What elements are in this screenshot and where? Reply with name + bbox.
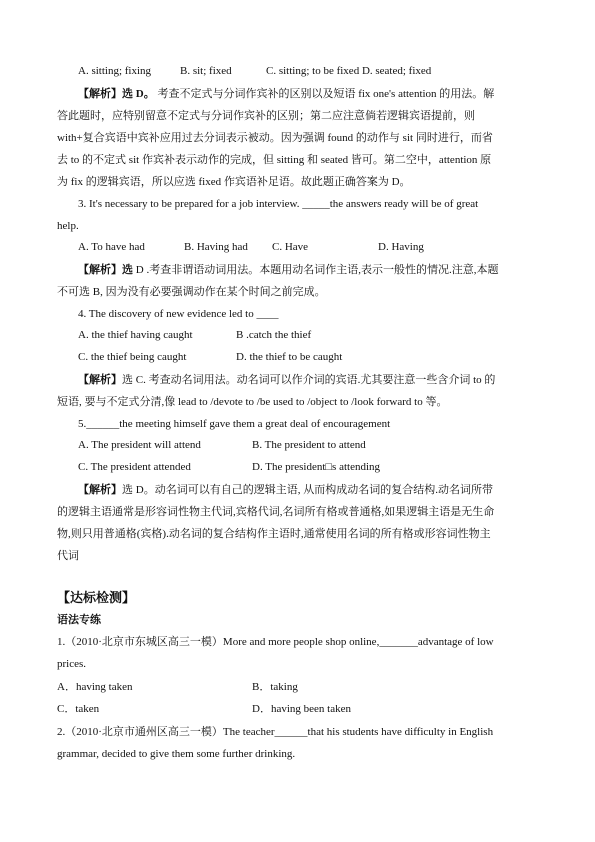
analysis-line — [78, 483, 493, 497]
option-a: A. To have had — [78, 241, 145, 253]
option-c: C．taken — [57, 703, 100, 715]
option-a: A. the thief having caught — [78, 329, 193, 341]
analysis-line: 代词 — [57, 550, 79, 562]
option-a: A. The president will attend — [78, 439, 201, 451]
analysis-text: D .考查非谓语动词用法。本题用动名词作主语,表示一般性的情况.注意,本题 — [133, 264, 499, 276]
analysis-line: 短语, 要与不定式分清,像 lead to /devote to /be used to /object to /look forward to 等。 — [57, 396, 448, 408]
analysis-text: 选 D。动名词可以有自己的逻辑主语, 从而构成动名词的复合结构.动名词所带 — [122, 484, 493, 496]
option-c-d: C. sitting; to be fixed D. seated; fixed — [266, 65, 432, 77]
analysis-line: 不可选 B, 因为没有必要强调动作在某个时间之前完成。 — [57, 286, 326, 298]
option-b: B．taking — [252, 681, 298, 693]
option-c: C. The president attended — [78, 461, 191, 473]
option-d: D．having been taken — [252, 703, 351, 715]
analysis-line: with+复合宾语中宾补应用过去分词表示被动。因为强调 found 的动作与 sit 同时进行，而省 — [57, 132, 493, 144]
question-stem: help. — [57, 220, 79, 232]
exercise-stem: 1.（2010·北京市东城区高三一模）More and more people shop online,_______advantage of low — [57, 636, 494, 648]
option-a: A. sitting; fixing — [78, 65, 152, 77]
option-b: B. The president to attend — [252, 439, 366, 451]
option-c: C. Have — [272, 241, 309, 253]
option-d: D. The president□s attending — [252, 461, 381, 473]
question-stem: 4. The discovery of new evidence led to ____ — [78, 308, 279, 320]
option-a: A．having taken — [57, 681, 133, 693]
option-b: B .catch the thief — [236, 329, 312, 341]
analysis-tag: 【解析】 — [78, 374, 122, 386]
exercise-stem: grammar, decided to give them some further drinking. — [57, 748, 296, 760]
analysis-text: 考查不定式与分词作宾补的区别以及短语 fix one's attention 的用法。解 — [157, 88, 495, 100]
analysis-tag: 【解析】 — [78, 484, 122, 496]
analysis-tag: 【解析】选 D。 — [78, 88, 155, 100]
option-b: B. sit; fixed — [180, 65, 232, 77]
analysis-line: 答此题时，应特别留意不定式与分词作宾补的区别；第二应注意倘若逻辑宾语提前，则 — [57, 110, 475, 122]
analysis-tag: 【解析】选 — [78, 264, 133, 276]
analysis-line — [78, 87, 494, 101]
option-d: D. the thief to be caught — [236, 351, 343, 363]
question-stem: 3. It's necessary to be prepared for a job interview. _____the answers ready will be of great — [78, 198, 479, 210]
analysis-line: 去 to 的不定式 sit 作宾补表示动作的完成，但 sitting 和 seated 皆可。第二空中，attention 原 — [57, 154, 492, 166]
exercise-stem: prices. — [57, 658, 87, 670]
section-subheading: 语法专练 — [57, 614, 101, 626]
exercise-stem: 2.（2010·北京市通州区高三一模）The teacher______that his students have difficulty in English — [57, 726, 494, 738]
option-b: B. Having had — [184, 241, 248, 253]
option-c: C. the thief being caught — [78, 351, 187, 363]
section-heading: 【达标检测】 — [57, 590, 136, 605]
analysis-text: 选 C. 考查动名词用法。动名词可以作介词的宾语.尤其要注意一些含介词 to 的 — [122, 374, 496, 386]
analysis-line: 为 fix 的逻辑宾语，所以应选 fixed 作宾语补足语。故此题正确答案为 D。 — [57, 176, 411, 188]
analysis-line: 物,则只用普通格(宾格).动名词的复合结构作主语时,通常使用名词的所有格或形容词性物主 — [57, 528, 491, 540]
analysis-line: 的逻辑主语通常是形容词性物主代词,宾格代词,名词所有格或普通格,如果逻辑主语是无生命 — [57, 506, 495, 518]
question-stem: 5.______the meeting himself gave them a great deal of encouragement — [78, 418, 391, 430]
option-d: D. Having — [378, 241, 424, 253]
analysis-line — [78, 373, 495, 387]
analysis-line — [78, 263, 498, 277]
